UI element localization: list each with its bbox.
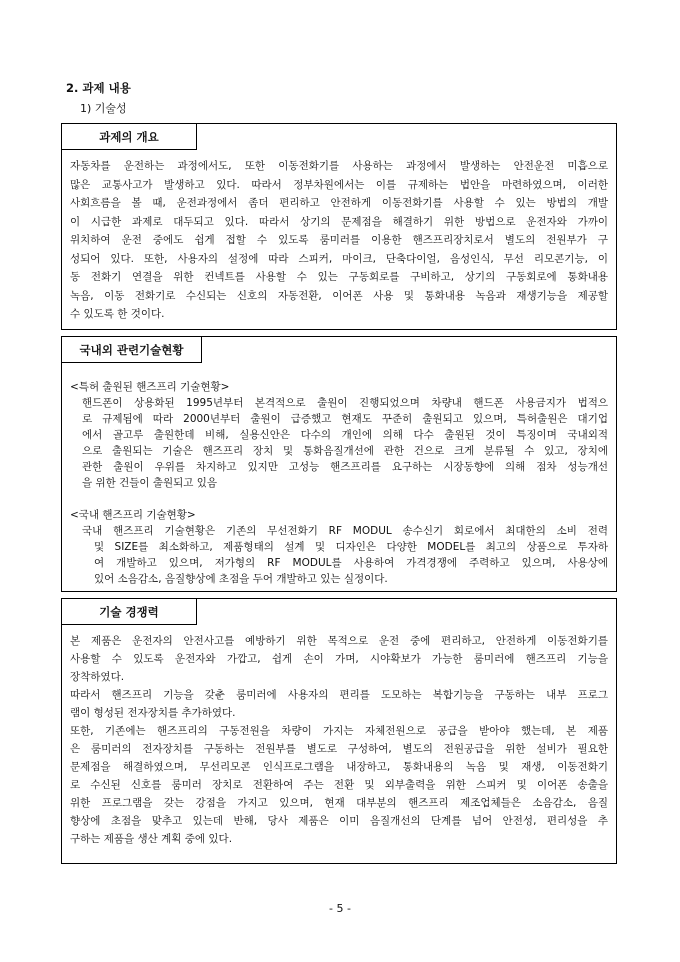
competitiveness-text [70, 632, 608, 848]
domestic-status-text [70, 507, 608, 587]
competitiveness-box [61, 598, 617, 864]
text-line: 로 규제됨에 따라 2000년부터 출원이 급증했고 현재도 꾸준히 출원되고 있으며, 특허출원은 대기업 [82, 413, 608, 425]
text-line: 본 제품은 운전자의 안전사고를 예방하기 위한 목적으로 운전 중에 편리하고, 안전하게 이동전화기를 [70, 635, 608, 647]
text-line: 향상에 초점을 맞추고 있는데 반해, 당사 제품은 이미 음질개선의 단계를 넘어 안전성, 편리성을 추 [70, 815, 608, 827]
text-line: 으로 출원되는 기술은 핸즈프리 장치 및 통화음질개선에 관한 건으로 크게 분류될 수 있고, 장치에 [82, 445, 608, 457]
text-line: 따라서 핸즈프리 기능을 갖춘 룸미러에 사용자의 편리를 도모하는 복합기능을 구동하는 내부 프로그 [70, 689, 608, 701]
text-line: 위한 프로그램을 갖는 강점을 가지고 있으며, 현재 대부분의 핸즈프리 제조업체들은 소음감소, 음질 [70, 797, 608, 809]
text-line: 또한, 기존에는 핸즈프리의 구동전원을 차량이 가지는 자체전원으로 공급을 받아야 했는데, 본 제품 [70, 725, 608, 737]
text-line: 여 개발하고 있으며, 저가형의 RF MODUL를 사용하여 가격경쟁에 주력하고 있으며, 사용상에 [94, 557, 608, 569]
overview-box [61, 123, 617, 330]
text-line: 램이 형성된 전자장치를 추가하였다. [70, 707, 236, 719]
competitiveness-header: 기술 경쟁력 [62, 599, 197, 625]
text-line: 에서 골고루 출원한데 비해, 실용신안은 다수의 개인에 의해 다수 출원된 것이 특징이며 국내외적 [82, 429, 608, 441]
related-tech-box [61, 336, 617, 592]
text-line: 핸드폰이 상용화된 1995년부터 본격적으로 출원이 진행되었으며 차량내 핸드폰 사용금지가 법적으 [82, 397, 608, 409]
text-line: 을 위한 건들이 출원되고 있음 [82, 477, 218, 489]
text-line: 사용할 수 있도록 운전자와 가깝고, 쉽게 손이 가며, 시야확보가 가능한 룸미러에 핸즈프리 기능을 [70, 653, 608, 665]
text-line: 녹음, 이동 전화기로 수신되는 신호의 자동전환, 이어폰 사용 및 통화내용 녹음과 재생기능을 제공할 [70, 289, 608, 302]
patent-status-text [70, 379, 608, 491]
text-line: 자동차를 운전하는 과정에서도, 또한 이동전화기를 사용하는 과정에서 발생하는 안전운전 미흡으로 [70, 160, 608, 172]
overview-header: 과제의 개요 [62, 124, 197, 150]
overview-text [70, 157, 608, 324]
text-line: 장착하였다. [70, 671, 125, 683]
text-line: 관한 출원이 우위를 차지하고 있지만 고성능 핸즈프리를 요구하는 시장동향에 의해 점차 성능개선 [82, 461, 608, 473]
patent-status-heading: <특허 출원된 핸즈프리 기술현황> [70, 381, 230, 393]
subsection-title: 1) 기술성 [80, 102, 127, 115]
text-line: 국내 핸즈프리 기술현황은 기존의 무선전화기 RF MODUL 송수신기 회로에서 최대한의 소비 전력 [82, 525, 608, 537]
section-title: 2. 과제 내용 [66, 81, 131, 95]
text-line: 많은 교통사고가 발생하고 있다. 따라서 정부차원에서는 이를 규제하는 법안을 마련하였으며, 이러한 [70, 178, 608, 191]
text-line: 은 룸미러의 전자장치를 구동하는 전원부를 별도로 구성하여, 별도의 전원공급을 위한 설비가 필요한 [70, 743, 608, 755]
text-line: 구하는 제품을 생산 계획 중에 있다. [70, 833, 233, 845]
text-line: 성되어 있다. 또한, 사용자의 설정에 따라 스피커, 마이크, 단축다이얼, 음성인식, 무선 리모콘기능, 이 [70, 252, 608, 265]
text-line: 있어 소음감소, 음질향상에 초점을 두어 개발하고 있는 실정이다. [94, 573, 388, 585]
text-line: 문제점을 해결하였으며, 무선리모콘 인식프로그램을 내장하고, 통화내용의 녹음 및 재생, 이동전화기 [70, 761, 608, 773]
text-line: 위치하여 운전 중에도 쉽게 접할 수 있도록 룸미러를 이용한 핸즈프리장치로서 별도의 전원부가 구 [70, 234, 608, 246]
text-line: 사회흐름을 볼 때, 운전과정에서 좀더 편리하고 안전하게 이동전화기를 사용할 수 있는 방법의 개발 [70, 197, 608, 209]
domestic-status-heading: <국내 핸즈프리 기술현황> [70, 509, 196, 521]
related-tech-header: 국내외 관련기술현황 [62, 337, 202, 363]
text-line: 수 있도록 한 것이다. [70, 308, 165, 320]
text-line: 로 수신된 신호를 룸미러 장치로 전환하여 주는 전환 및 외부출력을 위한 스피커 및 이어폰 송출을 [70, 779, 608, 791]
text-line: 동 전화기 연결을 위한 컨넥트를 사용할 수 있는 구동회로를 구비하고, 상기의 구동회로에 통화내용 [70, 271, 608, 283]
page-number: - 5 - [329, 902, 351, 915]
text-line: 및 SIZE를 최소화하고, 제품형태의 설계 및 디자인은 다양한 MODEL를 최고의 상품으로 투자하 [94, 541, 608, 553]
text-line: 이 시급한 과제로 대두되고 있다. 따라서 상기의 문제점을 해결하기 위한 방법으로 운전자와 가까이 [70, 215, 608, 228]
